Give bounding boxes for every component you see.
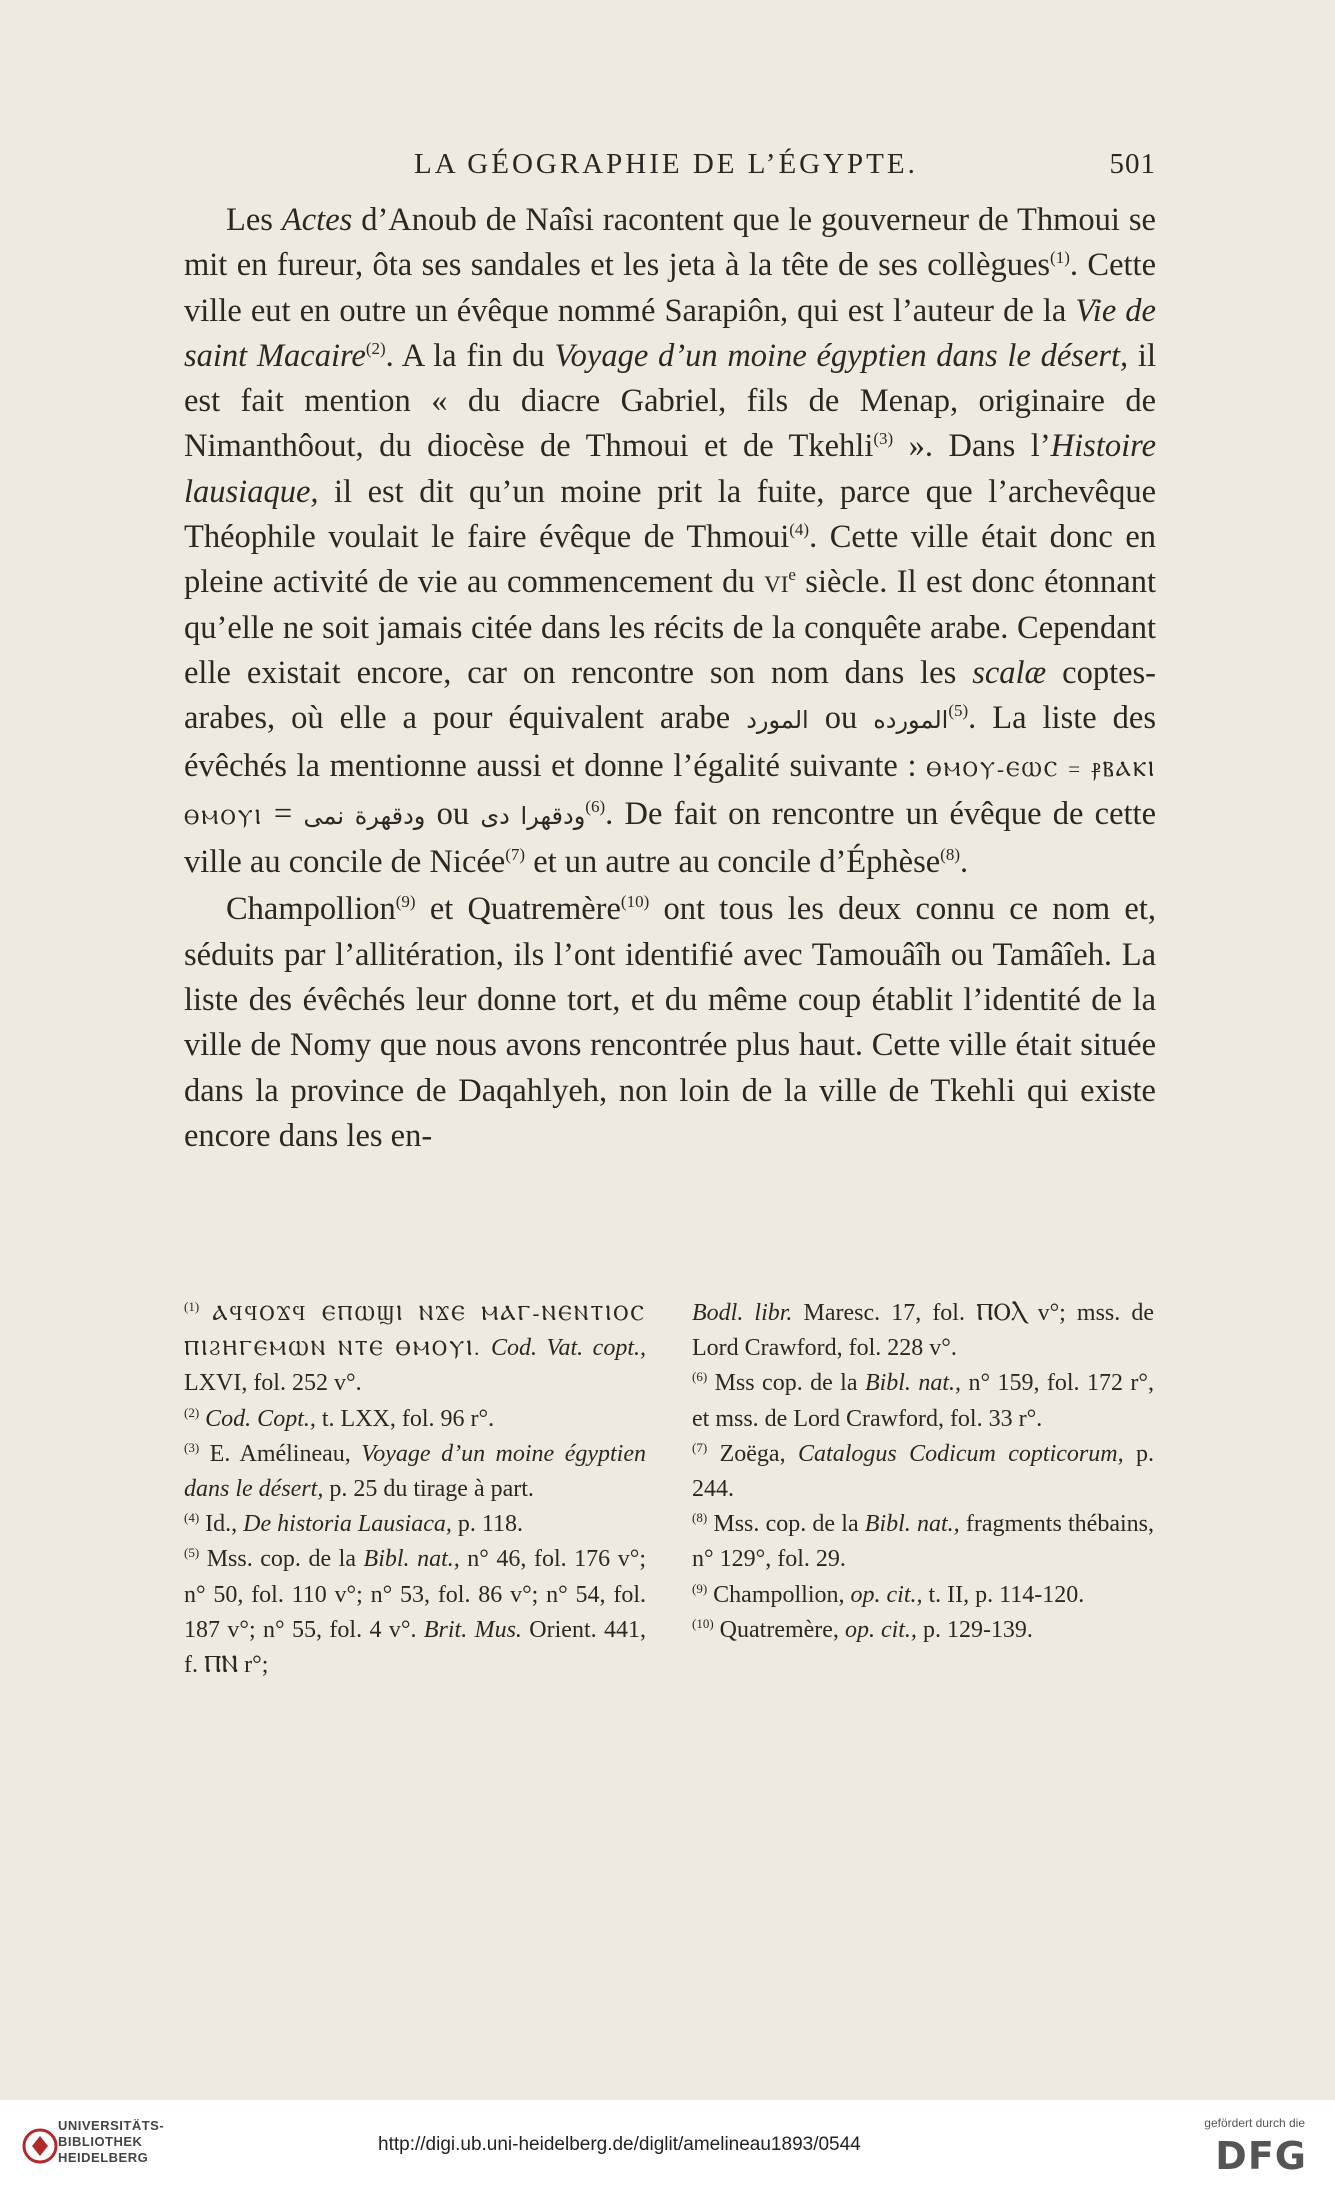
footnotes-left-column	[184, 1296, 646, 1683]
footnote-ref: (7)	[692, 1439, 708, 1455]
italic-text: Bodl. libr.	[692, 1300, 793, 1326]
footnote: $^{(1)}$ ⲀϤϤⲞϪϤ ⲈⲠⲰϢⲒ ⲚϪⲈ ⲘⲀⲄ-ⲚⲈⲚⲦⲒⲞⲤ ⲠⲒϨⲎⲄⲈⲘⲰⲚ ⲚⲦⲈ ⲐⲘⲞⲨⲒ. Cod. Vat. copt., LXVI, fol. 252 v°.	[184, 1299, 646, 1397]
footnote: $^{(4)}$ Id., De historia Lausiaca, p. 118.	[184, 1510, 523, 1538]
footnote-ref: (6)	[585, 796, 606, 816]
paragraph: Champollion$^{(9)}$ et Quatremère$^{(10)}$ ont tous les deux connu ce nom et, séduits par l’allitération, ils l’ont identifié avec Tamouâîh ou Tamâîeh. La liste des évêchés leur donne tort, et du même coup établit l’identité de la ville de Nomy que nous avons rencontrée plus haut. Cette ville était située dans la province de Daqahlyeh, non loin de la ville de Tkehli qui existe encore dans les en-	[184, 891, 1156, 1154]
italic-text: Vie de saint Macaire	[184, 292, 1156, 374]
dfg-logo: DFG	[1215, 2134, 1307, 2178]
footnote: Bodl. libr. Maresc. 17, fol. ⲠⲞⲖ v°; mss. de Lord Crawford, fol. 228 v°.	[692, 1300, 1155, 1362]
italic-text: Voyage d’un moine égyptien dans le désert,	[184, 1440, 646, 1503]
arabic-text: ودقهرا دى	[480, 801, 586, 830]
italic-text: Bibl. nat.,	[864, 1511, 960, 1538]
italic-text: Brit. Mus.	[423, 1616, 522, 1643]
arabic-text: المورد	[746, 706, 809, 735]
italic-text: Catalogus Codicum copticorum,	[798, 1440, 1124, 1467]
italic-text: scalæ	[972, 654, 1047, 691]
footnote-ref: (5)	[184, 1545, 200, 1561]
footnote-ref: (3)	[873, 429, 894, 449]
italic-text: op. cit.,	[850, 1581, 923, 1608]
footnote-ref: (1)	[184, 1299, 200, 1314]
footnote-ref: (7)	[505, 845, 526, 865]
footnote-ref: (4)	[184, 1510, 200, 1526]
footnote-ref: (2)	[365, 338, 386, 358]
italic-text: Cod. Vat. copt.,	[490, 1335, 646, 1362]
italic-text: op. cit.,	[844, 1616, 917, 1643]
italic-text: Bibl. nat.,	[864, 1370, 962, 1397]
footnote-ref: (8)	[692, 1510, 708, 1526]
footnote: $^{(3)}$ E. Amélineau, Voyage d’un moine égyptien dans le désert, p. 25 du tirage à part.	[184, 1439, 646, 1503]
footnote-ref: (9)	[692, 1580, 708, 1596]
small-caps-text: vi	[764, 564, 789, 601]
funder-note: gefördert durch die	[1204, 2116, 1305, 2130]
source-url-link[interactable]: http://digi.ub.uni-heidelberg.de/diglit/amelineau1893/0544	[378, 2134, 861, 2155]
italic-text: Histoire lausiaque,	[184, 428, 1156, 510]
italic-text: Bibl. nat.,	[363, 1546, 460, 1573]
footnote-ref: e	[788, 565, 796, 585]
footnotes	[184, 1296, 1156, 1679]
library-name: UNIVERSITÄTS- BIBLIOTHEK HEIDELBERG	[58, 2118, 165, 2165]
footnote: $^{(2)}$ Cod. Copt., t. LXX, fol. 96 r°.	[184, 1404, 495, 1432]
running-title: LA GÉOGRAPHIE DE L’ÉGYPTE.	[414, 148, 918, 180]
footnote: $^{(6)}$ Mss cop. de la Bibl. nat., n° 159, fol. 172 r°, et mss. de Lord Crawford, fol. 33 r°.	[692, 1369, 1154, 1432]
coptic-text: ⲐⲘⲞⲨ-ⲈⲰⲤ = ⳁⲂⲀⲔⲒ ⲐⲘⲞⲨⲒ	[184, 756, 1156, 829]
footnote: $^{(7)}$ Zoëga, Catalogus Codicum copticorum, p. 244.	[692, 1439, 1155, 1503]
footnote: $^{(10)}$ Quatremère, op. cit., p. 129-139.	[692, 1615, 1033, 1643]
arabic-text: المورده	[873, 706, 949, 735]
footnote-ref: (4)	[789, 520, 810, 540]
running-header	[184, 148, 1156, 188]
footnote: $^{(8)}$ Mss. cop. de la Bibl. nat., fragments thébains, n° 129°, fol. 29.	[692, 1510, 1154, 1573]
main-text	[184, 198, 1156, 1159]
footnote: $^{(5)}$ Mss. cop. de la Bibl. nat., n° 46, fol. 176 v°; n° 50, fol. 110 v°; n° 53, fol. 86 v°; n° 54, fol. 187 v°; n° 55, fol. 4 v°. Brit. Mus. Orient. 441, f. ⲠⲚ r°;	[184, 1545, 647, 1679]
paragraph: Les Actes d’Anoub de Naîsi racontent que le gouverneur de Thmoui se mit en fureur, ôta ses sandales et les jeta à la tête de ses collègues$^{(1)}$. Cette ville eut en outre un évêque nommé Sarapiôn, qui est l’auteur de la Vie de saint Macaire$^{(2)}$. A la fin du Voyage d’un moine égyptien dans le désert, il est fait mention « du diacre Gabriel, fils de Menap, originaire de Nimanthôout, du diocèse de Thmoui et de Tkehli$^{(3)}$ ». Dans l’Histoire lausiaque, il est dit qu’un moine prit la fuite, parce que l’archevêque Théophile voulait le faire évêque de Thmoui$^{(4)}$. Cette ville était donc en pleine activité de vie au commencement du $vi^e$ siècle. Il est donc étonnant qu’elle ne soit jamais citée dans les récits de la conquête arabe. Cependant elle existait encore, car on rencontre son nom dans les scalæ coptes-arabes, où elle a pour équivalent arabe المورد ou المورده$^{(5)}$. La liste des évêchés la mentionne aussi et donne l’égalité suivante : ⲐⲘⲞⲨ-ⲈⲰⲤ = ⳁⲂⲀⲔⲒ ⲐⲘⲞⲨⲒ = ودقهرة نمى ou ودقهرا دى$^{(6)}$. De fait on rencontre un évêque de cette ville au concile de Nicée$^{(7)}$ et un autre au concile d’Éphèse$^{(8)}$.	[184, 202, 1156, 881]
footnote-ref: (6)	[692, 1369, 708, 1385]
italic-text: Cod. Copt.,	[205, 1405, 316, 1432]
footnote-ref: (5)	[948, 701, 969, 721]
footnote: $^{(9)}$ Champollion, op. cit., t. II, p. 114-120.	[692, 1580, 1085, 1608]
page-number: 501	[1109, 148, 1156, 180]
italic-text: De historia Lausiaca,	[243, 1511, 452, 1538]
footnote-ref: (2)	[184, 1404, 200, 1420]
footnote-ref: (10)	[620, 892, 650, 912]
footnote-ref: (9)	[395, 892, 416, 912]
viewer-footer	[0, 2100, 1335, 2191]
footnotes-right-column	[692, 1296, 1154, 1648]
italic-text: Voyage d’un moine égyptien dans le désert,	[554, 337, 1129, 374]
footnote-ref: (3)	[184, 1439, 200, 1455]
footnote-ref: (8)	[940, 845, 960, 865]
footnote-ref: (10)	[692, 1615, 714, 1631]
coptic-text: ⲀϤϤⲞϪϤ ⲈⲠⲰϢⲒ ⲚϪⲈ ⲘⲀⲄ-ⲚⲈⲚⲦⲒⲞⲤ ⲠⲒϨⲎⲄⲈⲘⲰⲚ ⲚⲦⲈ ⲐⲘⲞⲨⲒ.	[184, 1301, 646, 1361]
italic-text: Actes	[281, 202, 353, 238]
arabic-text: ودقهرة نمى	[303, 801, 426, 830]
footnote-ref: (1)	[1050, 248, 1070, 268]
